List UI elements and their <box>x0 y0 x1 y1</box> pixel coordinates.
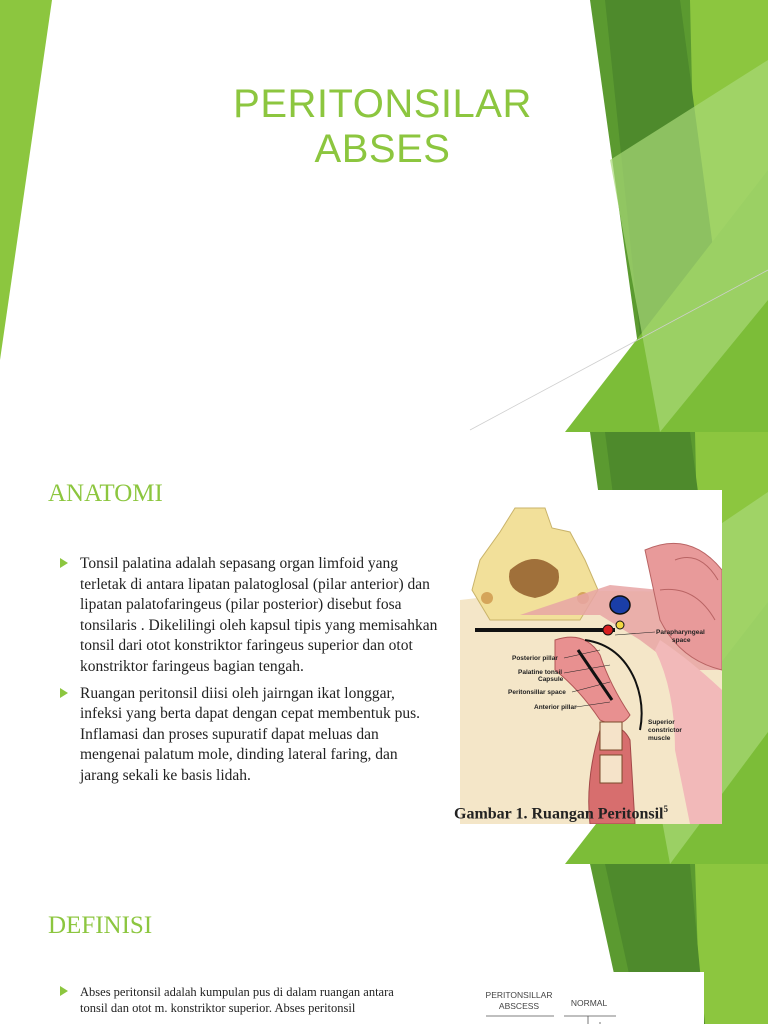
section-heading: ANATOMI <box>48 480 163 507</box>
anatomy-illustration <box>460 490 722 824</box>
label-abscess-line1: PERITONSILLAR <box>485 990 553 1000</box>
slide-title <box>0 0 768 432</box>
figure-caption <box>454 804 668 823</box>
bullet-item <box>58 554 438 678</box>
label-anterior-pillar: Anterior pillar <box>534 704 577 711</box>
section-heading: DEFINISI <box>48 912 153 939</box>
definisi-figure-lines <box>456 972 704 1024</box>
label-abscess-line2: ABSCESS <box>498 1001 540 1011</box>
label-posterior-pillar: Posterior pillar <box>512 655 558 662</box>
label-parapharyngeal: Parapharyngeal <box>656 629 705 636</box>
figure-caption-text: Gambar 1. Ruangan Peritonsil <box>454 805 664 823</box>
bullet-arrow-icon <box>60 986 68 996</box>
bullet-list <box>58 554 438 793</box>
right-light-shape <box>695 864 768 1024</box>
bullet-arrow-icon <box>60 688 68 698</box>
label-muscle: muscle <box>648 735 671 742</box>
label-space: space <box>672 637 691 644</box>
label-constrictor: constrictor <box>648 727 682 734</box>
left-accent-shape <box>0 0 52 360</box>
slide-anatomi <box>0 432 768 864</box>
bullet-item <box>58 684 438 787</box>
label-normal: NORMAL <box>570 998 608 1008</box>
bullet-item <box>58 984 403 1016</box>
label-palatine-tonsil: Palatine tonsil <box>518 669 563 676</box>
bullet-text: Ruangan peritonsil diisi oleh jairngan ikat longgar, infeksi yang berta dapat dengan cepat membentuk pus. Inflamasi dan proses supuratif dapat meluas dan mengenai palatum mole, dinding lateral faring, dan jarang sekali ke basis lidah. <box>80 684 421 784</box>
label-superior: Superior <box>648 719 675 726</box>
slide-title-text: PERITONSILAR ABSES <box>233 82 532 171</box>
slide-decoration <box>0 0 768 432</box>
definisi-figure <box>456 972 704 1024</box>
bullet-text: Tonsil palatina adalah sepasang organ limfoid yang terletak di antara lipatan palatoglosal (pilar anterior) dan lipatan palatofaringeus (pilar posterior) disebut fosa tonsilaris . Dikelilingi oleh kapsul tipis yang memisahkan tonsil dari otot konstriktor faringeus superior dan otot konstriktor faringeus bagian tengah. <box>80 555 438 675</box>
figure-caption-ref: 5 <box>663 804 668 814</box>
anatomy-figure <box>460 490 722 824</box>
bullet-arrow-icon <box>60 558 68 568</box>
slide-definisi <box>0 864 768 1024</box>
bullet-list <box>58 984 403 1016</box>
bullet-text: Abses peritonsil adalah kumpulan pus di dalam ruangan antara tonsil dan otot m. konstriktor superior. Abses peritonsil <box>80 985 394 1015</box>
label-peritonsillar-space: Peritonsillar space <box>508 689 566 696</box>
label-capsule: Capsule <box>538 676 564 683</box>
